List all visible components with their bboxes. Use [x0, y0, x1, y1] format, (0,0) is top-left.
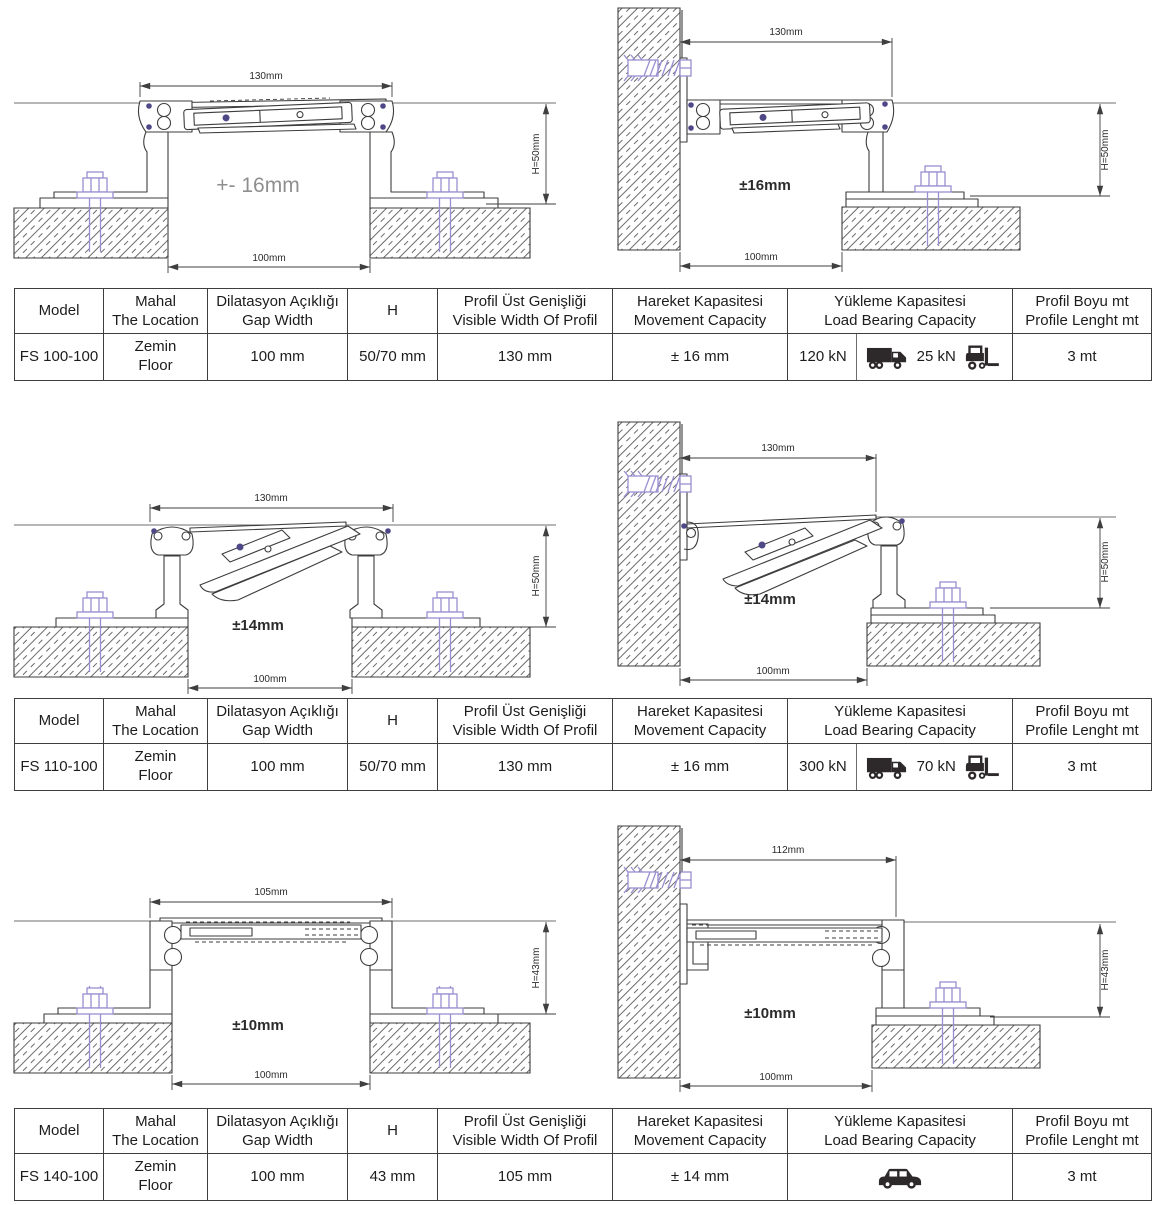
gap-width-dim: 100mm — [253, 674, 287, 685]
movement-label: ±10mm — [232, 1017, 284, 1034]
col-location: Mahal The Location — [104, 699, 208, 744]
height-dim: H=43mm — [531, 947, 542, 989]
col-h: H — [348, 289, 438, 334]
col-movement: Hareket Kapasitesi Movement Capacity — [613, 289, 788, 334]
col-movement: Hareket Kapasitesi Movement Capacity — [613, 1109, 788, 1154]
spec-table-fs110 — [14, 698, 1152, 791]
truck-icon — [866, 754, 908, 781]
h-cell: 50/70 mm — [348, 334, 438, 381]
table-row — [15, 334, 1152, 381]
top-width-dim: 105mm — [254, 887, 288, 898]
location-cell: Zemin Floor — [104, 334, 208, 381]
aluminium-profile — [138, 98, 393, 133]
col-movement: Hareket Kapasitesi Movement Capacity — [613, 699, 788, 744]
col-model: Model — [15, 289, 104, 334]
length-cell: 3 mt — [1013, 334, 1152, 381]
gap-width-dim: 100mm — [254, 1070, 288, 1081]
col-load: Yükleme Kapasitesi Load Bearing Capacity — [788, 289, 1013, 334]
movement-label: ±10mm — [744, 1005, 796, 1022]
location-cell: Zemin Floor — [104, 744, 208, 791]
gap-cell: 100 mm — [208, 744, 348, 791]
header-row — [15, 1109, 1152, 1154]
movement-label: ±14mm — [744, 591, 796, 608]
col-location: Mahal The Location — [104, 1109, 208, 1154]
profile-base — [44, 970, 498, 1023]
col-gap: Dilatasyon Açıklığı Gap Width — [208, 1109, 348, 1154]
col-length: Profil Boyu mt Profile Lenght mt — [1013, 699, 1152, 744]
h-cell: 50/70 mm — [348, 744, 438, 791]
divider — [856, 744, 857, 790]
visible-cell: 130 mm — [438, 334, 613, 381]
movement-cell: ± 14 mm — [613, 1154, 788, 1201]
truck-load: 120 kN — [799, 347, 847, 365]
wall-section — [618, 422, 680, 666]
aluminium-profile — [681, 515, 905, 595]
col-visible: Profil Üst Genişliği Visible Width Of Profil — [438, 289, 613, 334]
gap-width-dim: 100mm — [252, 253, 286, 264]
forklift-load: 70 kN — [916, 757, 956, 775]
gap-cell: 100 mm — [208, 1154, 348, 1201]
drawing-fs110-wall-joint — [580, 408, 1165, 698]
height-dim: H=50mm — [531, 133, 542, 175]
car-icon — [877, 1165, 923, 1190]
spec-table-fs100 — [14, 288, 1152, 381]
height-dim: H=50mm — [531, 555, 542, 597]
col-load: Yükleme Kapasitesi Load Bearing Capacity — [788, 699, 1013, 744]
aluminium-profile — [687, 100, 894, 134]
col-model: Model — [15, 699, 104, 744]
aluminium-profile — [687, 920, 904, 970]
truck-load: 300 kN — [799, 757, 847, 775]
h-cell: 43 mm — [348, 1154, 438, 1201]
table-row — [15, 1154, 1152, 1201]
drawing-fs110-floor-joint — [0, 408, 580, 698]
drawing-fs100-wall-joint — [580, 0, 1165, 288]
concrete-slabs — [14, 627, 530, 677]
wall-section — [618, 8, 680, 250]
col-gap: Dilatasyon Açıklığı Gap Width — [208, 699, 348, 744]
movement-cell: ± 16 mm — [613, 744, 788, 791]
table-row — [15, 744, 1152, 791]
col-load: Yükleme Kapasitesi Load Bearing Capacity — [788, 1109, 1013, 1154]
movement-cell: ± 16 mm — [613, 334, 788, 381]
gap-width-dim: 100mm — [756, 666, 790, 677]
drawing-fs100-floor-joint — [0, 0, 580, 288]
visible-cell: 130 mm — [438, 744, 613, 791]
drawing-fs140-wall-joint — [580, 818, 1165, 1108]
top-width-dim: 112mm — [771, 845, 805, 856]
spec-table-fs140 — [14, 1108, 1152, 1201]
load-cell — [788, 334, 1013, 381]
model-cell: FS 140-100 — [15, 1154, 104, 1201]
model-cell: FS 110-100 — [15, 744, 104, 791]
gap-width-dim: 100mm — [744, 252, 778, 263]
load-cell — [788, 744, 1013, 791]
truck-icon — [866, 344, 908, 371]
aluminium-profile — [151, 522, 391, 601]
col-h: H — [348, 1109, 438, 1154]
header-row — [15, 699, 1152, 744]
forklift-icon — [965, 753, 1001, 782]
height-dim: H=50mm — [1100, 541, 1111, 583]
load-cell — [788, 1154, 1013, 1201]
movement-label: ±14mm — [232, 617, 284, 634]
forklift-icon — [965, 343, 1001, 372]
col-h: H — [348, 699, 438, 744]
location-cell: Zemin Floor — [104, 1154, 208, 1201]
col-location: Mahal The Location — [104, 289, 208, 334]
col-length: Profil Boyu mt Profile Lenght mt — [1013, 289, 1152, 334]
concrete-slabs — [14, 208, 530, 258]
wall-section — [618, 826, 680, 1078]
col-visible: Profil Üst Genişliği Visible Width Of Profil — [438, 699, 613, 744]
gap-cell: 100 mm — [208, 334, 348, 381]
top-width-dim: 130mm — [249, 71, 283, 82]
movement-label: ±16mm — [739, 177, 791, 194]
header-row — [15, 289, 1152, 334]
col-model: Model — [15, 1109, 104, 1154]
col-length: Profil Boyu mt Profile Lenght mt — [1013, 1109, 1152, 1154]
top-width-dim: 130mm — [769, 27, 803, 38]
height-dim: H=50mm — [1100, 129, 1111, 171]
visible-cell: 105 mm — [438, 1154, 613, 1201]
col-gap: Dilatasyon Açıklığı Gap Width — [208, 289, 348, 334]
drawing-fs140-floor-joint — [0, 818, 580, 1108]
length-cell: 3 mt — [1013, 1154, 1152, 1201]
top-width-dim: 130mm — [254, 493, 288, 504]
model-cell: FS 100-100 — [15, 334, 104, 381]
forklift-load: 25 kN — [916, 347, 956, 365]
length-cell: 3 mt — [1013, 744, 1152, 791]
gap-width-dim: 100mm — [759, 1072, 793, 1083]
divider — [856, 334, 857, 380]
aluminium-profile — [150, 918, 392, 970]
col-visible: Profil Üst Genişliği Visible Width Of Profil — [438, 1109, 613, 1154]
movement-label: +- 16mm — [216, 174, 300, 197]
top-width-dim: 130mm — [761, 443, 795, 454]
height-dim: H=43mm — [1100, 949, 1111, 991]
